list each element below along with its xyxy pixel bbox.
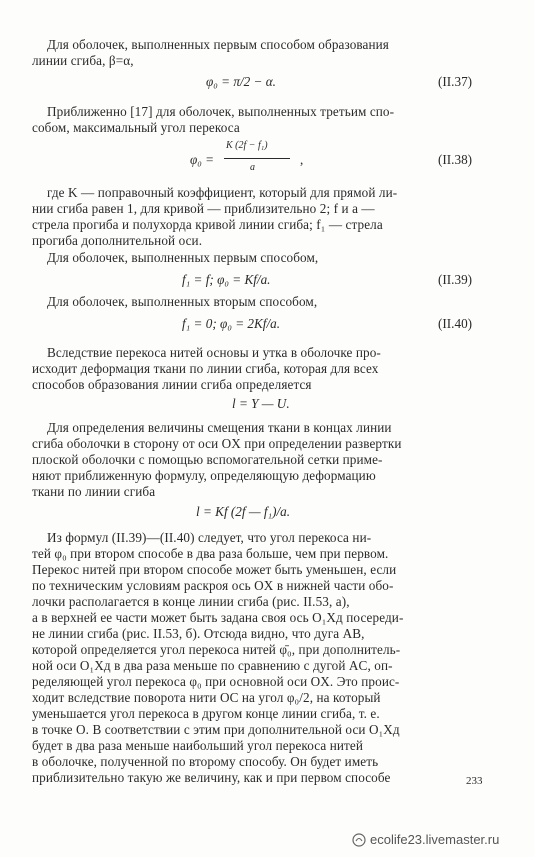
fraction-numerator: K (2f − f₁) (226, 140, 268, 151)
equation-number: (II.40) (438, 316, 473, 331)
text-line: ределяющей угол перекоса φ₀ при основной оси OX. Это проис- (32, 674, 400, 689)
text-line: которой определяется угол перекоса нитей φ̄₀, при дополнитель- (32, 642, 401, 657)
text-line: Для оболочек, выполненных первым способом, (47, 250, 319, 265)
text-line: собом, максимальный угол перекоса (32, 120, 240, 135)
text-line: прогиба дополнительной оси. (32, 233, 203, 248)
text-line: способов образования линии сгиба определяется (32, 377, 312, 392)
text-line: Вследствие перекоса нитей основы и утка в оболочке про- (47, 345, 381, 360)
text-line: а в верхней ее части может быть задана своя ось O₁Xд посереди- (32, 610, 404, 625)
equation-number: (II.39) (438, 272, 473, 287)
text-line: сгиба оболочки в сторону от оси OX при определении развертки (32, 436, 402, 451)
equation-tail: , (300, 152, 304, 167)
text-line: Из формул (II.39)—(II.40) следует, что угол перекоса ни- (47, 530, 372, 545)
text-line: Для оболочек, выполненных первым способом образования (47, 37, 389, 52)
watermark (352, 832, 499, 847)
fraction-denominator: a (250, 162, 255, 173)
text-line: уменьшается угол перекоса в другом конце линии сгиба, т. е. (32, 706, 380, 721)
text-line: ходит вследствие поворота нити OC на угол φ₀/2, на который (32, 690, 381, 705)
page-number: 233 (466, 775, 483, 787)
text-line: Перекос нитей при втором способе может быть уменьшен, если (32, 562, 397, 577)
text-line: в точке O. В соответствии с этим при дополнительной оси O₁Xд (32, 722, 400, 737)
text-line: будет в два раза меньше наибольший угол перекоса нитей (32, 738, 364, 753)
text-line: Для определения величины смещения ткани в концах линии (47, 420, 392, 435)
text-line: ной оси O₁Xд в два раза меньше по сравнению с дугой AC, оп- (32, 658, 393, 673)
text-line: лочки располагается в конце линии сгиба (рис. II.53, а), (32, 594, 350, 609)
text-line: где K — поправочный коэффициент, который для прямой ли- (47, 185, 398, 200)
text-line: Для оболочек, выполненных вторым способом, (47, 294, 318, 309)
equation-number: (II.37) (438, 74, 473, 89)
watermark-icon (352, 833, 366, 847)
equation-number: (II.38) (438, 152, 473, 167)
text-line: в оболочке, полученной по второму способу. Он будет иметь (32, 754, 379, 769)
equation-ii-37: φ₀ = π/2 − α. (206, 74, 276, 89)
text-line: линии сгиба, β=α, (32, 53, 134, 68)
text-line: исходит деформация ткани по линии сгиба, которая для всех (32, 361, 379, 376)
text-line: Приближенно [17] для оболочек, выполненных третьим спо- (47, 104, 395, 119)
watermark-text: ecolife23.livemaster.ru (370, 832, 500, 847)
equation-ii-39: f₁ = f; φ₀ = Kf/a. (182, 272, 271, 287)
equation-deformation-formula: l = Kf (2f — f₁)/a. (196, 504, 291, 519)
text-line: стрела прогиба и полухорда кривой линии сгиба; f₁ — стрела (32, 217, 383, 232)
equation-ii-38 (190, 140, 310, 186)
text-line: нии сгиба равен 1, для кривой — приблизительно 2; f и a — (32, 201, 375, 216)
text-line: няют приближенную формулу, определяющую деформацию (32, 468, 376, 483)
text-line: тей φ₀ при втором способе в два раза больше, чем при первом. (32, 546, 389, 561)
text-line: ткани по линии сгиба (32, 484, 156, 499)
text-line: не линии сгиба (рис. II.53, б). Отсюда видно, что дуга AB, (32, 626, 365, 641)
equation-ii-40: f₁ = 0; φ₀ = 2Kf/a. (182, 316, 281, 331)
text-line: по техническим условиям раскроя ось OX в нижней части обо- (32, 578, 394, 593)
text-line: приблизительно такую же величину, как и при первом способе (32, 770, 391, 785)
equation-lhs: φ₀ = (190, 152, 215, 167)
text-line: плоской оболочки с помощью вспомогательной сетки приме- (32, 452, 383, 467)
fraction-bar (224, 158, 290, 159)
equation-deformation: l = Y — U. (232, 396, 290, 411)
